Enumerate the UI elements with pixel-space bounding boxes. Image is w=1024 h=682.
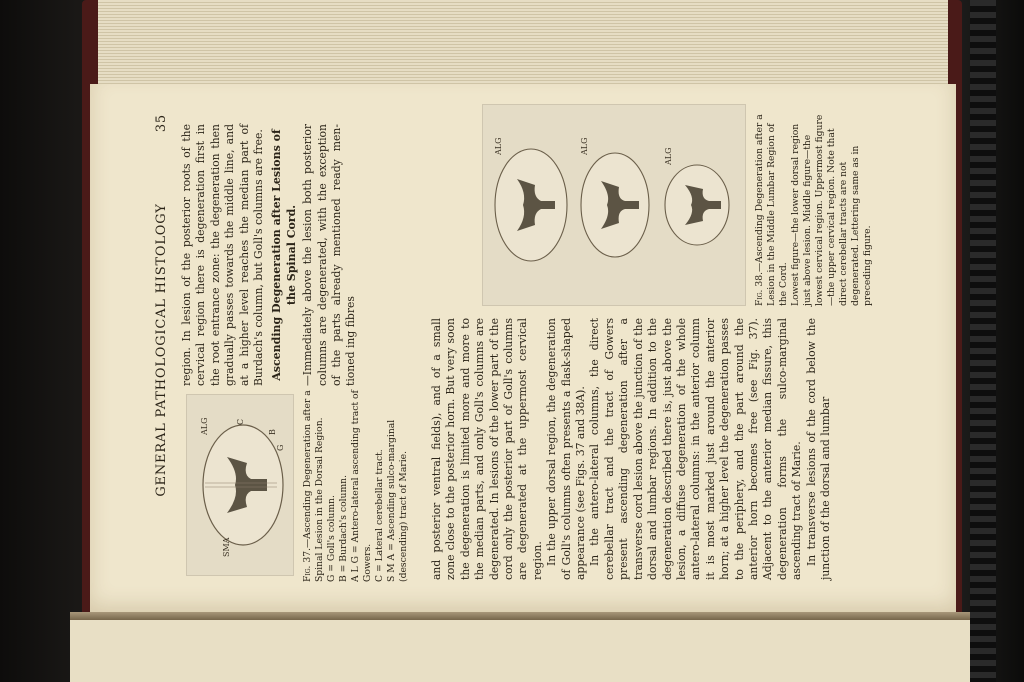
- background-left: [0, 0, 90, 682]
- section-heading: Ascending Degeneration after Lesions of the Spinal Cord.: [270, 129, 298, 381]
- figure-38-caption-text: —Ascending Degeneration after a Lesion in the Middle Lumbar Region of the Cord.: [754, 114, 789, 306]
- fig38-label-upper: ALG: [494, 137, 503, 155]
- fig38-section-middle: [580, 138, 649, 257]
- figure-37-caption-title: Fig. 37.: [302, 548, 313, 582]
- fig38-section-upper: [494, 138, 567, 261]
- fig38-label-lower: ALG: [664, 147, 673, 165]
- text-column-top: [180, 124, 359, 386]
- page-edges: [98, 0, 948, 88]
- figure-37: [186, 394, 294, 576]
- fig38-label-middle: ALG: [580, 137, 589, 155]
- fig37-legend-b: B = Burdach's column.: [338, 474, 349, 582]
- figure-37-caption-text: —Ascending Degeneration after a Spinal Lesion in the Dorsal Region.: [302, 390, 325, 582]
- figure-38-drawing: [483, 105, 745, 305]
- paragraph-3: and posterior ventral fields), and of a small zone close to the posterior horn. But very soon the degeneration is limited more and more to the median parts, and only Goll's columns are degenerated. In lesions of the lower part of the cord only the posterior part of Goll's columns are degenerated at the uppermost cervical region.: [430, 318, 544, 580]
- figure-38: [482, 104, 746, 306]
- running-head-title: GENERAL PATHOLOGICAL HISTOLOGY: [154, 203, 169, 497]
- paragraph-5: In the antero-lateral columns, the direct cerebellar tract and the tract of Gowers present ascending degeneration after a transverse cord lesion above the junction of the dorsal and lumbar regions. In addition to the degeneration described there is, just above the lesion, a diffuse degeneration of the whole antero-lateral columns: in the anterior column it is most marked just around the anterior horn; at a higher level the degeneration passes to the periphery, and the part around the anterior horn becomes free (see Fig. 37). Adjacent to the anterior median fissure, this degeneration forms the sulco-marginal ascending tract of Marie.: [588, 318, 804, 580]
- book-page: [90, 84, 956, 616]
- fig37-label-b: B: [268, 429, 277, 435]
- rotated-page-content: [90, 84, 956, 616]
- fig37-label-sma: SMA: [222, 537, 231, 557]
- paragraph-2: —Immediately above the lesion both posterior columns are degenerated, with the exception of the parts already mentioned ready men- tioned ing fibres: [301, 124, 358, 386]
- ruler-strip: [970, 0, 996, 682]
- figure-37-drawing: [187, 395, 293, 575]
- page-number: 35: [154, 114, 169, 133]
- figure-38-caption-title: Fig. 38.: [754, 272, 765, 306]
- fig37-label-c: C: [236, 418, 245, 425]
- running-head: [154, 114, 170, 586]
- background-right: [954, 0, 1024, 682]
- facing-page: [70, 620, 970, 682]
- text-column-main: [430, 318, 833, 580]
- figure-37-caption: [302, 390, 410, 582]
- fig37-legend-c: C = Lateral cerebellar tract.: [374, 449, 385, 582]
- figure-38-legend: Lowest figure—the lower dorsal region just above lesion. Middle figure—the lowest cervical region. Uppermost figure—the upper cervical region. Note that direct cerebellar tracts are not degenerated. Lettering same as in preceding figure.: [790, 114, 873, 306]
- fig37-legend-alg: A L G = Antero-lateral ascending tract of Gowers.: [350, 390, 373, 582]
- paragraph-4: In the upper dorsal region, the degeneration of Goll's columns often presents a flask-shaped appearance (see Figs. 37 and 38A).: [545, 318, 588, 580]
- fig37-label-g: G: [276, 444, 285, 451]
- fig37-legend-sma: S M A = Ascending sulco-marginal (descending) tract of Marie.: [386, 419, 409, 582]
- fig37-legend-g: G = Goll's column.: [326, 495, 337, 582]
- fig37-label-alg: ALG: [200, 417, 209, 435]
- figure-38-caption: [754, 106, 874, 306]
- paragraph-6: In transverse lesions of the cord below the junction of the dorsal and lumbar: [804, 318, 832, 580]
- fig38-section-lower: [664, 148, 729, 245]
- paragraph-1: region. In lesion of the posterior roots of the cervical region there is degeneration first in the root entrance zone: the degeneration then gradually passes towards the middle line, and at a higher level reaches the median part of Burdach's column, but Goll's columns are free.: [180, 124, 266, 386]
